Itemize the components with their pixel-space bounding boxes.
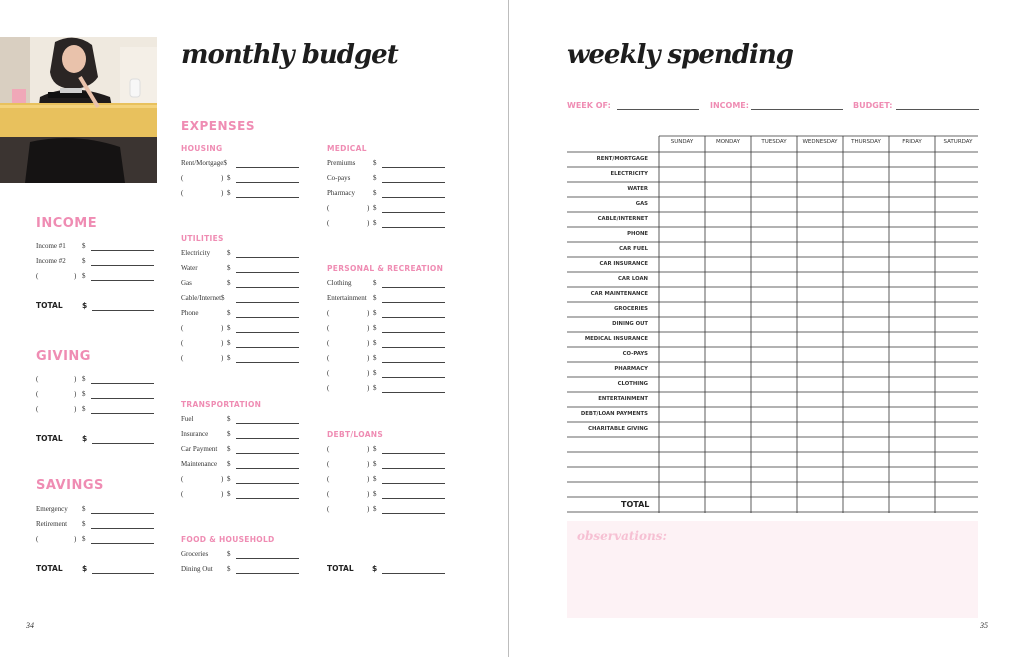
weekly-spending-title: weekly spending <box>567 40 793 70</box>
row-label: ( <box>36 535 39 543</box>
row-close-paren: ) <box>74 405 77 413</box>
row-amount-field[interactable] <box>236 362 299 363</box>
row-dollar: $ <box>82 390 86 398</box>
budget-row <box>327 218 447 228</box>
food-heading: FOOD & HOUSEHOLD <box>181 535 275 544</box>
row-label: Retirement <box>36 520 68 528</box>
budget-row <box>181 414 301 424</box>
row-amount-field[interactable] <box>236 317 299 318</box>
row-dollar: $ <box>82 257 86 265</box>
row-close-paren: ) <box>221 490 224 498</box>
budget-row <box>181 429 301 439</box>
row-label: ( <box>327 505 330 513</box>
row-amount-field[interactable] <box>236 257 299 258</box>
row-dollar: $ <box>227 550 231 558</box>
row-close-paren: ) <box>74 272 77 280</box>
budget-row <box>36 519 156 529</box>
week-of-field[interactable] <box>617 109 699 110</box>
budget-row <box>181 158 301 168</box>
row-amount-field[interactable] <box>91 280 154 281</box>
budget-row <box>327 278 447 288</box>
grand-total-label: TOTAL <box>327 564 354 573</box>
row-close-paren: ) <box>367 490 370 498</box>
row-amount-field[interactable] <box>382 392 445 393</box>
budget-row <box>181 549 301 559</box>
row-dollar: $ <box>82 272 86 280</box>
row-dollar: $ <box>373 369 377 377</box>
row-label: ( <box>181 189 184 197</box>
day-header: WEDNESDAY <box>802 139 838 145</box>
giving-total-line[interactable] <box>92 443 154 444</box>
row-close-paren: ) <box>367 339 370 347</box>
budget-row <box>181 489 301 499</box>
row-label: Phone <box>181 309 199 317</box>
row-amount-field[interactable] <box>236 302 299 303</box>
row-amount-field[interactable] <box>91 398 154 399</box>
row-amount-field[interactable] <box>382 287 445 288</box>
row-amount-field[interactable] <box>236 498 299 499</box>
category-label: PHARMACY <box>614 366 648 372</box>
expenses-heading: EXPENSES <box>181 119 255 133</box>
row-label: Rent/Mortgage$ <box>181 159 227 167</box>
row-amount-field[interactable] <box>236 197 299 198</box>
giving-total-dollar: $ <box>82 434 88 443</box>
row-amount-field[interactable] <box>382 468 445 469</box>
row-dollar: $ <box>373 159 377 167</box>
row-label: ( <box>327 204 330 212</box>
giving-total-label: TOTAL <box>36 434 63 443</box>
row-dollar: $ <box>227 354 231 362</box>
row-label: ( <box>36 390 39 398</box>
row-dollar: $ <box>373 460 377 468</box>
row-dollar: $ <box>227 264 231 272</box>
row-amount-field[interactable] <box>382 332 445 333</box>
row-amount-field[interactable] <box>236 468 299 469</box>
category-label: ENTERTAINMENT <box>598 396 648 402</box>
row-dollar: $ <box>227 460 231 468</box>
budget-row <box>181 173 301 183</box>
row-label: ( <box>327 445 330 453</box>
category-label: GAS <box>635 201 648 207</box>
row-amount-field[interactable] <box>236 483 299 484</box>
row-amount-field[interactable] <box>236 287 299 288</box>
budget-row <box>181 278 301 288</box>
budget-row <box>181 263 301 273</box>
row-label: ( <box>327 369 330 377</box>
row-label: Pharmacy <box>327 189 355 197</box>
row-dollar: $ <box>373 219 377 227</box>
row-amount-field[interactable] <box>91 543 154 544</box>
category-label: CAR LOAN <box>618 276 648 282</box>
row-close-paren: ) <box>367 219 370 227</box>
woman-at-desk-photo <box>0 37 157 183</box>
row-label: Cable/Internet$ <box>181 294 225 302</box>
category-label: MEDICAL INSURANCE <box>584 336 648 342</box>
row-label: ( <box>36 272 39 280</box>
row-dollar: $ <box>82 242 86 250</box>
row-dollar: $ <box>373 324 377 332</box>
row-close-paren: ) <box>74 390 77 398</box>
category-label: CAR MAINTENANCE <box>590 291 648 297</box>
budget-row <box>181 444 301 454</box>
row-amount-field[interactable] <box>382 212 445 213</box>
row-dollar: $ <box>227 324 231 332</box>
row-dollar: $ <box>82 375 86 383</box>
medical-heading: MEDICAL <box>327 144 367 153</box>
budget-row <box>181 293 301 303</box>
row-label: ( <box>327 490 330 498</box>
row-close-paren: ) <box>367 445 370 453</box>
row-label: ( <box>327 219 330 227</box>
income-total-label: TOTAL <box>36 301 63 310</box>
category-label: GROCERIES <box>614 306 648 312</box>
giving-heading: GIVING <box>36 349 91 364</box>
budget-row <box>181 248 301 258</box>
row-amount-field[interactable] <box>91 265 154 266</box>
budget-row <box>181 308 301 318</box>
budget-row <box>181 474 301 484</box>
row-label: ( <box>36 375 39 383</box>
category-label: CO-PAYS <box>622 351 648 357</box>
housing-heading: HOUSING <box>181 144 223 153</box>
row-dollar: $ <box>373 279 377 287</box>
debt-heading: DEBT/LOANS <box>327 430 384 439</box>
row-amount-field[interactable] <box>236 182 299 183</box>
row-label: Groceries <box>181 550 209 558</box>
row-dollar: $ <box>82 505 86 513</box>
row-dollar: $ <box>227 445 231 453</box>
row-dollar: $ <box>227 309 231 317</box>
category-label: ELECTRICITY <box>610 171 648 177</box>
row-dollar: $ <box>373 475 377 483</box>
budget-row <box>327 188 447 198</box>
row-label: ( <box>327 324 330 332</box>
observations-label: observations: <box>577 529 667 543</box>
budget-row <box>327 203 447 213</box>
day-header: FRIDAY <box>902 139 922 145</box>
row-close-paren: ) <box>221 324 224 332</box>
grand-total-dollar: $ <box>372 564 378 573</box>
budget-row <box>327 173 447 183</box>
budget-row <box>181 459 301 469</box>
row-label: ( <box>181 475 184 483</box>
row-amount-field[interactable] <box>236 347 299 348</box>
row-dollar: $ <box>373 174 377 182</box>
row-amount-field[interactable] <box>236 453 299 454</box>
row-amount-field[interactable] <box>382 453 445 454</box>
row-label: Premiums <box>327 159 356 167</box>
row-close-paren: ) <box>74 535 77 543</box>
row-amount-field[interactable] <box>91 413 154 414</box>
row-amount-field[interactable] <box>382 227 445 228</box>
row-label: ( <box>327 475 330 483</box>
row-amount-field[interactable] <box>236 573 299 574</box>
budget-row <box>36 534 156 544</box>
row-dollar: $ <box>227 565 231 573</box>
row-dollar: $ <box>82 405 86 413</box>
row-close-paren: ) <box>367 505 370 513</box>
budget-row <box>327 158 447 168</box>
budget-row <box>327 323 447 333</box>
row-label: ( <box>181 174 184 182</box>
row-dollar: $ <box>227 339 231 347</box>
day-header: SATURDAY <box>943 139 973 145</box>
row-amount-field[interactable] <box>236 332 299 333</box>
row-close-paren: ) <box>367 384 370 392</box>
budget-row <box>327 338 447 348</box>
row-label: ( <box>327 309 330 317</box>
row-dollar: $ <box>373 294 377 302</box>
row-close-paren: ) <box>367 204 370 212</box>
day-header: TUESDAY <box>761 139 787 145</box>
budget-field[interactable] <box>896 109 979 110</box>
row-dollar: $ <box>373 490 377 498</box>
row-dollar: $ <box>373 339 377 347</box>
budget-row <box>36 256 156 266</box>
row-label: Gas <box>181 279 192 287</box>
budget-row <box>181 353 301 363</box>
row-close-paren: ) <box>367 369 370 377</box>
row-dollar: $ <box>82 520 86 528</box>
row-label: ( <box>327 460 330 468</box>
day-header: MONDAY <box>715 139 741 145</box>
budget-row <box>327 444 447 454</box>
category-label: WATER <box>627 186 648 192</box>
budget-row <box>181 564 301 574</box>
category-label: PHONE <box>627 231 648 237</box>
row-label: Fuel <box>181 415 194 423</box>
row-dollar: $ <box>227 475 231 483</box>
day-header: SUNDAY <box>670 139 694 145</box>
row-label: Income #2 <box>36 257 66 265</box>
row-amount-field[interactable] <box>382 197 445 198</box>
row-close-paren: ) <box>367 460 370 468</box>
budget-row <box>36 389 156 399</box>
row-amount-field[interactable] <box>382 167 445 168</box>
income-total-dollar: $ <box>82 301 88 310</box>
row-label: ( <box>36 405 39 413</box>
row-amount-field[interactable] <box>236 423 299 424</box>
row-label: ( <box>327 339 330 347</box>
budget-row <box>327 383 447 393</box>
row-amount-field[interactable] <box>382 302 445 303</box>
row-dollar: $ <box>373 384 377 392</box>
budget-row <box>181 323 301 333</box>
income-label: INCOME: <box>710 101 749 110</box>
row-dollar: $ <box>373 204 377 212</box>
page-number-right: 35 <box>980 621 988 630</box>
category-label: CAR FUEL <box>619 246 648 252</box>
category-label: RENT/MORTGAGE <box>596 156 648 162</box>
row-close-paren: ) <box>74 375 77 383</box>
income-heading: INCOME <box>36 216 98 231</box>
row-amount-field[interactable] <box>382 347 445 348</box>
row-amount-field[interactable] <box>382 498 445 499</box>
budget-row <box>181 188 301 198</box>
monthly-budget-title: monthly budget <box>181 40 398 70</box>
row-amount-field[interactable] <box>236 167 299 168</box>
budget-row <box>327 474 447 484</box>
row-amount-field[interactable] <box>91 513 154 514</box>
savings-total-line[interactable] <box>92 573 154 574</box>
row-dollar: $ <box>227 415 231 423</box>
page-number-left: 34 <box>26 621 34 630</box>
income-total-line[interactable] <box>92 310 154 311</box>
budget-row <box>36 404 156 414</box>
row-dollar: $ <box>373 505 377 513</box>
row-amount-field[interactable] <box>91 528 154 529</box>
row-label: Car Payment <box>181 445 218 453</box>
row-label: Emergency <box>36 505 68 513</box>
budget-row <box>36 241 156 251</box>
budget-label: BUDGET: <box>853 101 893 110</box>
row-amount-field[interactable] <box>236 272 299 273</box>
row-dollar: $ <box>373 309 377 317</box>
row-amount-field[interactable] <box>382 377 445 378</box>
weekly-total-label: TOTAL <box>621 500 650 509</box>
savings-total-label: TOTAL <box>36 564 63 573</box>
week-of-label: WEEK OF: <box>567 101 611 110</box>
row-label: Insurance <box>181 430 209 438</box>
category-label: CABLE/INTERNET <box>597 216 648 222</box>
row-dollar: $ <box>227 249 231 257</box>
row-amount-field[interactable] <box>236 438 299 439</box>
row-amount-field[interactable] <box>382 362 445 363</box>
row-dollar: $ <box>373 354 377 362</box>
budget-row <box>327 489 447 499</box>
transportation-heading: TRANSPORTATION <box>181 400 262 409</box>
row-dollar: $ <box>227 430 231 438</box>
savings-heading: SAVINGS <box>36 478 104 493</box>
row-dollar: $ <box>227 279 231 287</box>
budget-row <box>327 504 447 514</box>
category-label: DINING OUT <box>612 321 648 327</box>
left-page <box>0 0 508 657</box>
row-dollar: $ <box>227 174 231 182</box>
row-close-paren: ) <box>367 324 370 332</box>
row-close-paren: ) <box>221 189 224 197</box>
budget-row <box>36 271 156 281</box>
budget-row <box>36 504 156 514</box>
row-label: Income #1 <box>36 242 66 250</box>
budget-row <box>327 459 447 469</box>
row-amount-field[interactable] <box>91 383 154 384</box>
personal-heading: PERSONAL & RECREATION <box>327 264 444 273</box>
row-label: Clothing <box>327 279 352 287</box>
row-label: Dining Out <box>181 565 213 573</box>
row-close-paren: ) <box>367 475 370 483</box>
category-label: CHARITABLE GIVING <box>588 426 648 432</box>
budget-row <box>327 293 447 303</box>
row-amount-field[interactable] <box>382 483 445 484</box>
category-label: CLOTHING <box>617 381 648 387</box>
grand-total-line[interactable] <box>382 573 445 574</box>
income-total <box>36 301 156 311</box>
row-close-paren: ) <box>221 174 224 182</box>
row-label: ( <box>327 354 330 362</box>
row-amount-field[interactable] <box>382 317 445 318</box>
budget-row <box>327 308 447 318</box>
row-close-paren: ) <box>367 309 370 317</box>
savings-total <box>36 564 156 574</box>
row-close-paren: ) <box>221 354 224 362</box>
row-label: Maintenance <box>181 460 218 468</box>
budget-row <box>36 374 156 384</box>
row-label: Water <box>181 264 198 272</box>
row-amount-field[interactable] <box>236 558 299 559</box>
row-amount-field[interactable] <box>91 250 154 251</box>
budget-row <box>327 368 447 378</box>
savings-total-dollar: $ <box>82 564 88 573</box>
row-label: ( <box>181 339 184 347</box>
row-amount-field[interactable] <box>382 182 445 183</box>
row-dollar: $ <box>82 535 86 543</box>
day-header: THURSDAY <box>851 139 881 145</box>
row-close-paren: ) <box>367 354 370 362</box>
budget-row <box>327 353 447 363</box>
budget-row <box>181 338 301 348</box>
row-dollar: $ <box>373 189 377 197</box>
row-label: ( <box>181 354 184 362</box>
row-dollar: $ <box>227 189 231 197</box>
category-label: CAR INSURANCE <box>599 261 648 267</box>
category-label: DEBT/LOAN PAYMENTS <box>580 411 648 417</box>
row-label: Electricity <box>181 249 211 257</box>
utilities-heading: UTILITIES <box>181 234 224 243</box>
row-label: ( <box>181 324 184 332</box>
row-close-paren: ) <box>221 339 224 347</box>
giving-total <box>36 434 156 444</box>
row-label: ( <box>181 490 184 498</box>
row-amount-field[interactable] <box>382 513 445 514</box>
row-label: ( <box>327 384 330 392</box>
weekly-spending-grid[interactable] <box>565 135 979 513</box>
row-close-paren: ) <box>221 475 224 483</box>
row-dollar: $ <box>373 445 377 453</box>
grand-total <box>327 564 447 574</box>
income-field[interactable] <box>751 109 843 110</box>
row-label: Co-pays <box>327 174 351 182</box>
row-dollar: $ <box>227 490 231 498</box>
observations-box[interactable] <box>567 521 978 618</box>
row-label: Entertainment <box>327 294 367 302</box>
